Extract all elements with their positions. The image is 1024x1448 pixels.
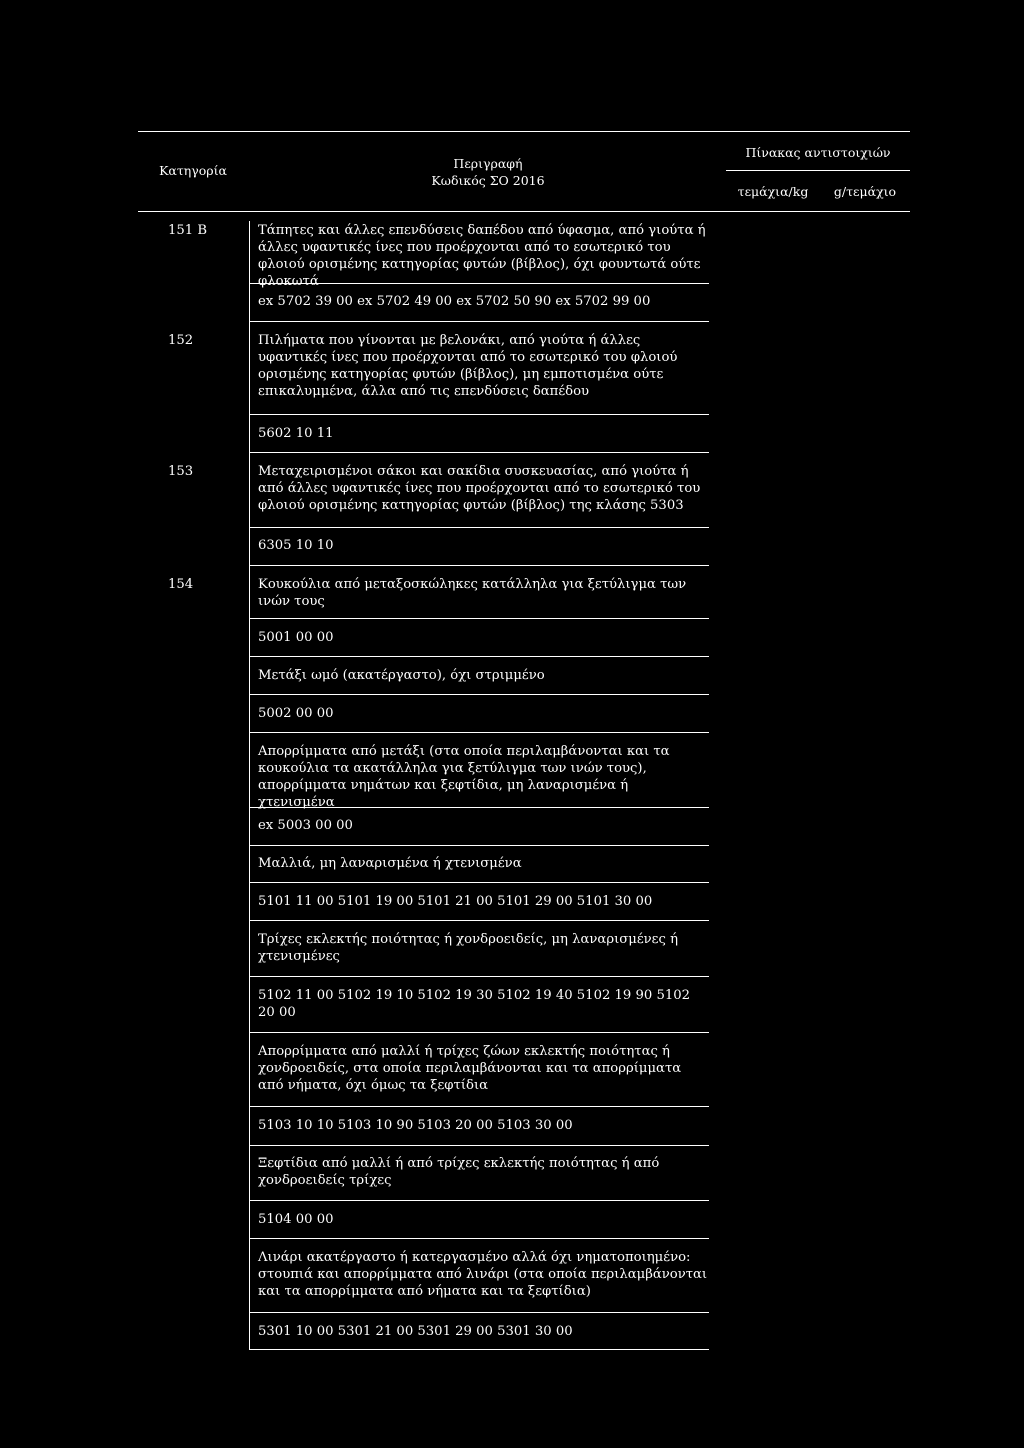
row-rule xyxy=(249,1238,709,1239)
row-rule xyxy=(249,920,709,921)
header-cn-code: Κωδικός ΣΟ 2016 xyxy=(431,173,545,188)
description-154-raw-silk: Μετάξι ωμό (ακατέργαστο), όχι στριμμένο xyxy=(258,668,545,683)
code-154-raw-silk: 5002 00 00 xyxy=(258,706,334,721)
description-154-flax: Λινάρι ακατέργαστο ή κατεργασμένο αλλά όχι νηματοποιημένο: στουπιά και απορρίμματα από λινάρι (στα οποία περιλαμβάνονται και τα απορρίμματα από νήματα και τα ξεφτίδια) xyxy=(258,1250,708,1299)
code-154-flax: 5301 10 00 5301 21 00 5301 29 00 5301 30 00 xyxy=(258,1324,573,1339)
row-rule xyxy=(249,452,709,453)
category-151b: 151 B xyxy=(168,223,208,238)
header-bottom-rule xyxy=(138,211,910,212)
code-151b: ex 5702 39 00 ex 5702 49 00 ex 5702 50 90 ex 5702 99 00 xyxy=(258,294,651,309)
code-154-cocoons: 5001 00 00 xyxy=(258,630,334,645)
category-153: 153 xyxy=(168,464,194,479)
row-rule xyxy=(249,527,709,528)
description-154-wool: Μαλλιά, μη λαναρισμένα ή χτενισμένα xyxy=(258,856,522,871)
category-152: 152 xyxy=(168,333,194,348)
header-category: Κατηγορία xyxy=(159,163,227,178)
code-154-animal-hair: 5102 11 00 5102 19 10 5102 19 30 5102 19 40 5102 19 90 5102 20 00 xyxy=(258,988,691,1020)
correspondence-subheader-rule xyxy=(726,170,910,171)
header-pieces-per-kg: τεμάχια/kg xyxy=(737,184,809,199)
description-154-garnetted-stock: Ξεφτίδια από μαλλί ή από τρίχες εκλεκτής ποιότητας ή από χονδροειδείς τρίχες xyxy=(258,1156,660,1188)
row-rule xyxy=(249,1312,709,1313)
description-152: Πιλήματα που γίνονται με βελονάκι, από γιούτα ή άλλες υφαντικές ίνες που προέρχονται από το εσωτερικό του φλοιού ορισμένης κατηγορίας φυτών (βίβλος), μη εμποτισμένα ούτε επικαλυμμένα, άλλα από τις επενδύσεις δαπέδου xyxy=(258,333,678,399)
row-rule xyxy=(249,1106,709,1107)
header-description: Περιγραφή xyxy=(453,156,523,171)
row-rule xyxy=(249,283,709,284)
row-rule xyxy=(249,976,709,977)
description-154-animal-hair: Τρίχες εκλεκτής ποιότητας ή χονδροειδείς, μη λαναρισμένες ή χτενισμένες xyxy=(258,932,678,964)
row-rule xyxy=(249,618,709,619)
row-rule xyxy=(249,732,709,733)
row-rule xyxy=(249,845,709,846)
table-top-rule xyxy=(138,131,910,132)
row-rule xyxy=(249,807,709,808)
table-bottom-rule xyxy=(249,1349,709,1350)
row-rule xyxy=(249,1032,709,1033)
description-column-left-border xyxy=(249,221,250,1349)
header-correspondence-table: Πίνακας αντιστοιχιών xyxy=(745,145,891,160)
description-154-silk-waste: Απορρίμματα από μετάξι (στα οποία περιλαμβάνονται και τα κουκούλια τα ακατάλληλα για ξετύλιγμα των ινών τους), απορρίμματα νημάτων και ξεφτίδια, μη λαναρισμένα ή χτενισμένα xyxy=(258,744,670,810)
code-154-wool: 5101 11 00 5101 19 00 5101 21 00 5101 29 00 5101 30 00 xyxy=(258,894,653,909)
row-rule xyxy=(249,656,709,657)
row-rule xyxy=(249,694,709,695)
code-154-wool-waste: 5103 10 10 5103 10 90 5103 20 00 5103 30 00 xyxy=(258,1118,573,1133)
row-rule xyxy=(249,321,709,322)
row-rule xyxy=(249,1145,709,1146)
description-154-cocoons: Κουκούλια από μεταξοσκώληκες κατάλληλα για ξετύλιγμα των ινών τους xyxy=(258,577,687,609)
code-154-garnetted-stock: 5104 00 00 xyxy=(258,1212,334,1227)
row-rule xyxy=(249,882,709,883)
description-154-wool-waste: Απορρίμματα από μαλλί ή τρίχες ζώων εκλεκτής ποιότητας ή χονδροειδείς, στα οποία περιλαμβάνονται και τα απορρίμματα από νήματα, όχι όμως τα ξεφτίδια xyxy=(258,1044,682,1093)
code-153: 6305 10 10 xyxy=(258,538,334,553)
row-rule xyxy=(249,565,709,566)
description-151b: Τάπητες και άλλες επενδύσεις δαπέδου από ύφασμα, από γιούτα ή άλλες υφαντικές ίνες που προέρχονται από το εσωτερικό του φλοιού ορισμένης κατηγορίας φυτών (βίβλος), όχι φουντωτά ούτε φλοκωτά xyxy=(258,223,706,289)
description-153: Μεταχειρισμένοι σάκοι και σακίδια συσκευασίας, από γιούτα ή από άλλες υφαντικές ίνες που προέρχονται από το εσωτερικό του φλοιού ορισμένης κατηγορίας φυτών (βίβλος) της κλάσης 5303 xyxy=(258,464,701,513)
row-rule xyxy=(249,1200,709,1201)
row-rule xyxy=(249,414,709,415)
category-154: 154 xyxy=(168,577,194,592)
code-154-silk-waste: ex 5003 00 00 xyxy=(258,818,353,833)
header-g-per-piece: g/τεμάχιο xyxy=(833,184,897,199)
code-152: 5602 10 11 xyxy=(258,426,334,441)
